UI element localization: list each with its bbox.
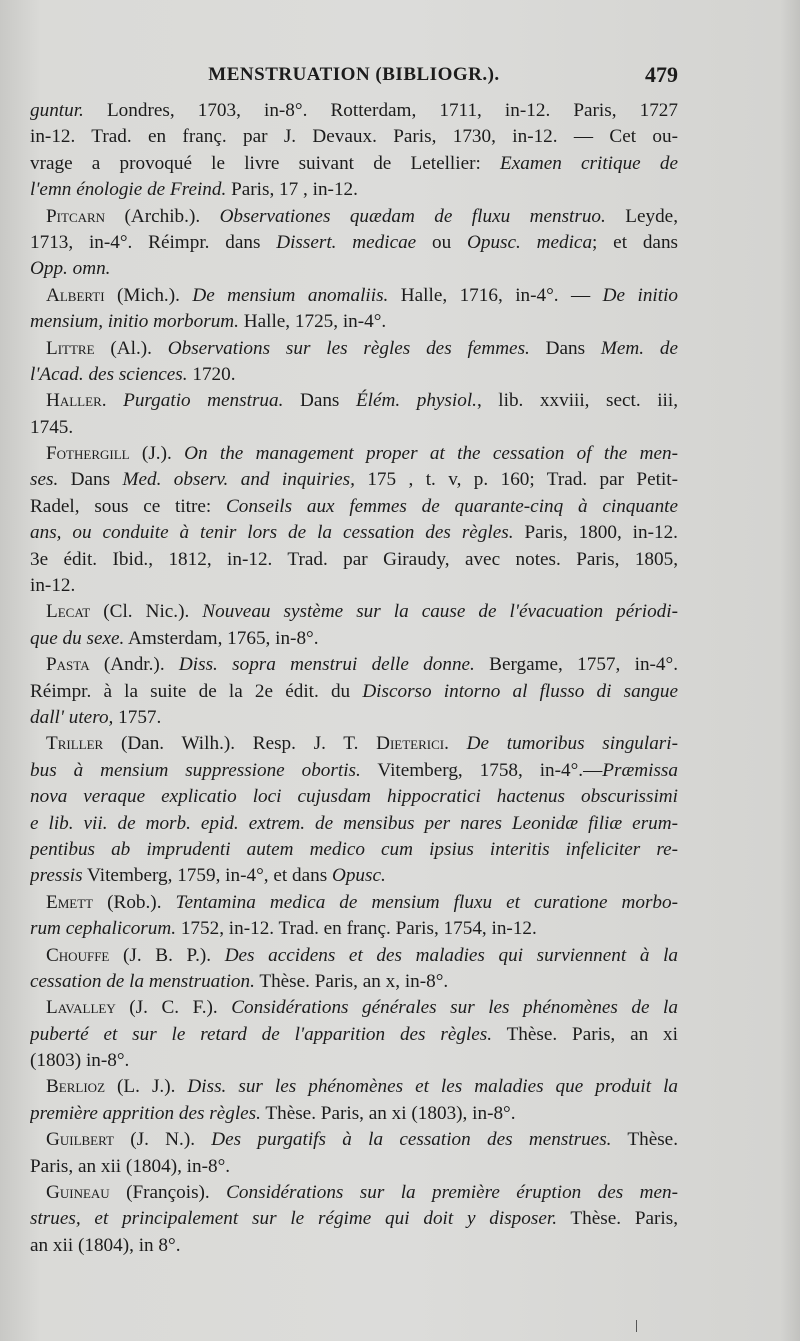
text-line xyxy=(30,916,678,942)
text-line xyxy=(30,863,678,889)
work-title: ses. xyxy=(30,469,59,491)
work-title: Mem. de xyxy=(600,337,678,359)
text-line xyxy=(30,467,678,493)
text-segment: Radel, sous ce titre: xyxy=(30,495,226,517)
work-title: Discorso intorno al flusso di sangue xyxy=(362,680,678,702)
text-segment: (Al.). xyxy=(94,337,168,359)
work-title: Observationes quædam de fluxu menstruo. xyxy=(219,205,606,227)
work-title: Considérations générales sur les phénomènes de la xyxy=(231,997,678,1019)
work-title: guntur. xyxy=(30,100,84,121)
text-line xyxy=(30,943,678,969)
text-line xyxy=(30,415,678,441)
work-title: Observations sur les règles des femmes. xyxy=(167,337,530,359)
text-line xyxy=(30,388,678,414)
text-line xyxy=(30,811,678,837)
author-name: Haller xyxy=(46,390,102,412)
page-number: 479 xyxy=(645,62,678,87)
work-title: Diss. sur les phénomènes et les maladies que produit la xyxy=(187,1076,678,1098)
text-line xyxy=(30,626,678,652)
text-line xyxy=(30,1048,678,1074)
text-segment: (Rob.). xyxy=(93,891,176,913)
text-line xyxy=(30,705,678,731)
text-segment: (J. B. P.). xyxy=(109,944,225,966)
text-segment: Thèse. Paris, an x, in-8°. xyxy=(254,970,449,992)
text-line xyxy=(30,573,678,599)
text-line xyxy=(30,784,678,810)
text-line xyxy=(30,1127,678,1153)
text-segment: Londres, 1703, in-8°. Rotterdam, 1711, in-12. Paris, 1727 xyxy=(83,100,678,121)
author-name: Chouffe xyxy=(46,944,110,966)
work-title: première apprition des règles. xyxy=(30,1102,261,1124)
text-segment: , lib. xxviii, sect. iii, xyxy=(476,390,678,412)
text-segment: 1745. xyxy=(30,416,74,438)
author-name: Berlioz xyxy=(46,1076,106,1098)
text-line xyxy=(30,230,678,256)
running-title: MENSTRUATION (BIBLIOGR.). xyxy=(208,64,500,85)
work-title: Tentamina medica de mensium fluxu et curatione morbo- xyxy=(175,891,678,913)
work-title: cessation de la menstruation. xyxy=(30,970,255,992)
text-segment: an xii (1804), in 8°. xyxy=(30,1234,181,1256)
text-segment: Vitemberg, 1758, in-4°.— xyxy=(360,759,603,781)
work-title: Dissert. medicae xyxy=(276,231,417,253)
text-segment: in-12. xyxy=(30,575,76,597)
text-segment: Réimpr. à la suite de la 2e édit. du xyxy=(30,680,363,702)
text-segment: Halle, 1725, in-4°. xyxy=(238,311,387,333)
text-segment: 1752, in-12. Trad. en franç. Paris, 1754, in-12. xyxy=(176,918,537,940)
text-line xyxy=(30,758,678,784)
work-title: Considérations sur la première éruption des men- xyxy=(226,1182,678,1204)
text-segment: Thèse. Paris, xyxy=(556,1208,678,1230)
work-title: De initio xyxy=(602,284,678,306)
text-line xyxy=(30,177,678,203)
work-title: l'emn énologie de Freind. xyxy=(30,179,227,201)
text-segment: Thèse. Paris, an xi (1803), in-8°. xyxy=(260,1102,516,1124)
text-line xyxy=(30,362,678,388)
text-line xyxy=(30,599,678,625)
work-title: ans, ou conduite à tenir lors de la cessation des règles. xyxy=(30,522,514,544)
work-title: Opusc. xyxy=(331,865,386,887)
work-title: Nouveau système sur la cause de l'évacuation périodi- xyxy=(202,601,678,623)
text-line xyxy=(30,124,678,150)
text-line xyxy=(30,890,678,916)
work-title: Des accidens et des maladies qui surviennent à la xyxy=(224,944,678,966)
text-segment: (J. C. F.). xyxy=(115,997,232,1019)
work-title: bus à mensium suppressione obortis. xyxy=(30,759,361,781)
text-line xyxy=(30,98,678,124)
text-segment: Paris, 17 , in-12. xyxy=(226,179,358,201)
text-segment: ou xyxy=(416,231,467,253)
text-line xyxy=(30,441,678,467)
text-segment: (Cl. Nic.). xyxy=(90,601,203,623)
work-title: puberté et sur le retard de l'apparition des règles. xyxy=(30,1023,493,1045)
work-title: l'Acad. des sciences. xyxy=(30,363,188,385)
work-title: pressis xyxy=(30,865,83,887)
page-header xyxy=(30,62,678,92)
work-title: Examen critique de xyxy=(500,152,678,174)
work-title: rum cephalicorum. xyxy=(30,918,177,940)
text-segment: (1803) in-8°. xyxy=(30,1050,130,1072)
work-title: Élém. physiol. xyxy=(355,390,477,412)
text-segment: (L. J.). xyxy=(105,1076,188,1098)
text-segment: . xyxy=(444,733,467,755)
text-segment: Dans xyxy=(529,337,601,359)
work-title: On the management proper at the cessation of the men- xyxy=(184,443,678,465)
text-segment: Bergame, 1757, in-4°. xyxy=(474,654,678,676)
text-line xyxy=(30,309,678,335)
work-title: que du sexe. xyxy=(30,627,125,649)
author-name: Triller xyxy=(46,733,104,755)
text-line xyxy=(30,1074,678,1100)
text-line xyxy=(30,1206,678,1232)
work-title: e lib. vii. de morb. epid. extrem. de mensibus per nares Leonidæ filiæ erum- xyxy=(30,812,678,834)
text-segment: 3e édit. Ibid., 1812, in-12. Trad. par Giraudy, avec notes. Paris, 1805, xyxy=(30,548,678,570)
author-name: Littre xyxy=(46,337,95,359)
text-segment: (François). xyxy=(109,1182,227,1204)
text-line xyxy=(30,336,678,362)
work-title: De mensium anomaliis. xyxy=(192,284,389,306)
work-title: Opusc. medica xyxy=(467,231,593,253)
text-line xyxy=(30,494,678,520)
text-segment: (Dan. Wilh.). Resp. J. T. xyxy=(103,733,377,755)
text-segment: 175 , t. v, p. 160; Trad. par Petit- xyxy=(354,469,678,491)
text-line xyxy=(30,679,678,705)
text-line xyxy=(30,731,678,757)
work-title: Præmissa xyxy=(602,759,678,781)
author-name: Guineau xyxy=(46,1182,110,1204)
text-line xyxy=(30,969,678,995)
text-segment: (Andr.). xyxy=(89,654,179,676)
author-name: Pasta xyxy=(46,654,90,676)
text-segment: 1713, in-4°. Réimpr. dans xyxy=(30,231,277,253)
text-segment: Dans xyxy=(283,390,356,412)
work-title: dall' utero, xyxy=(30,706,114,728)
text-segment: in-12. Trad. en franç. par J. Devaux. Paris, 1730, in-12. — Cet ou- xyxy=(30,126,678,148)
author-name: Pitcarn xyxy=(46,205,106,227)
text-line xyxy=(30,283,678,309)
text-line xyxy=(30,547,678,573)
text-segment: (Mich.). xyxy=(104,284,193,306)
text-segment: ; et dans xyxy=(592,231,678,253)
author-name: Guilbert xyxy=(46,1129,114,1151)
text-line xyxy=(30,1022,678,1048)
text-line xyxy=(30,256,678,282)
author-name: Alberti xyxy=(46,284,105,306)
text-segment: (Archib.). xyxy=(105,205,220,227)
text-line xyxy=(30,995,678,1021)
text-segment: Thèse. Paris, an xi xyxy=(492,1023,678,1045)
author-name: Lecat xyxy=(46,601,91,623)
text-segment: Halle, 1716, in-4°. — xyxy=(388,284,603,306)
work-title: pentibus ab imprudenti autem medico cum ipsius interitis infeliciter re- xyxy=(30,838,678,860)
text-segment: Paris, an xii (1804), in-8°. xyxy=(30,1155,231,1177)
text-line xyxy=(30,1101,678,1127)
bibliography-text xyxy=(30,98,678,1259)
text-segment: 1757. xyxy=(113,706,162,728)
author-name: Dieterici xyxy=(376,733,445,755)
text-segment: 1720. xyxy=(187,363,236,385)
text-line xyxy=(30,151,678,177)
text-segment: . xyxy=(101,390,124,412)
work-title: Purgatio menstrua. xyxy=(123,390,284,412)
text-segment: (J.). xyxy=(129,443,185,465)
author-name: Emett xyxy=(46,891,94,913)
text-segment: Amsterdam, 1765, in-8°. xyxy=(124,627,319,649)
author-name: Lavalley xyxy=(46,997,116,1019)
work-title: Conseils aux femmes de quarante-cinq à cinquante xyxy=(226,495,678,517)
text-line xyxy=(30,837,678,863)
text-line xyxy=(30,1180,678,1206)
work-title: mensium, initio morborum. xyxy=(30,311,239,333)
work-title: Diss. sopra menstrui delle donne. xyxy=(178,654,475,676)
work-title: nova veraque explicatio loci cujusdam hippocratici hactenus obscurissimi xyxy=(30,786,678,808)
text-segment: vrage a provoqué le livre suivant de Letellier: xyxy=(30,152,501,174)
text-line xyxy=(30,652,678,678)
text-line xyxy=(30,520,678,546)
text-segment: Paris, 1800, in-12. xyxy=(513,522,678,544)
text-line xyxy=(30,204,678,230)
text-segment: Vitemberg, 1759, in-4°, et dans xyxy=(82,865,332,887)
work-title: Des purgatifs à la cessation des menstrues. xyxy=(211,1129,612,1151)
author-name: Fothergill xyxy=(46,443,130,465)
margin-mark xyxy=(636,1320,637,1332)
work-title: strues, et principalement sur le régime qui doit y disposer. xyxy=(30,1208,557,1230)
text-segment: (J. N.). xyxy=(113,1129,212,1151)
text-segment: Thèse. xyxy=(611,1129,678,1151)
text-line xyxy=(30,1233,678,1259)
text-segment: Dans xyxy=(58,469,123,491)
text-line xyxy=(30,1154,678,1180)
text-segment: Leyde, xyxy=(605,205,678,227)
work-title: De tumoribus singulari- xyxy=(466,733,678,755)
work-title: Med. observ. and inquiries, xyxy=(122,469,355,491)
work-title: Opp. omn. xyxy=(30,258,111,280)
